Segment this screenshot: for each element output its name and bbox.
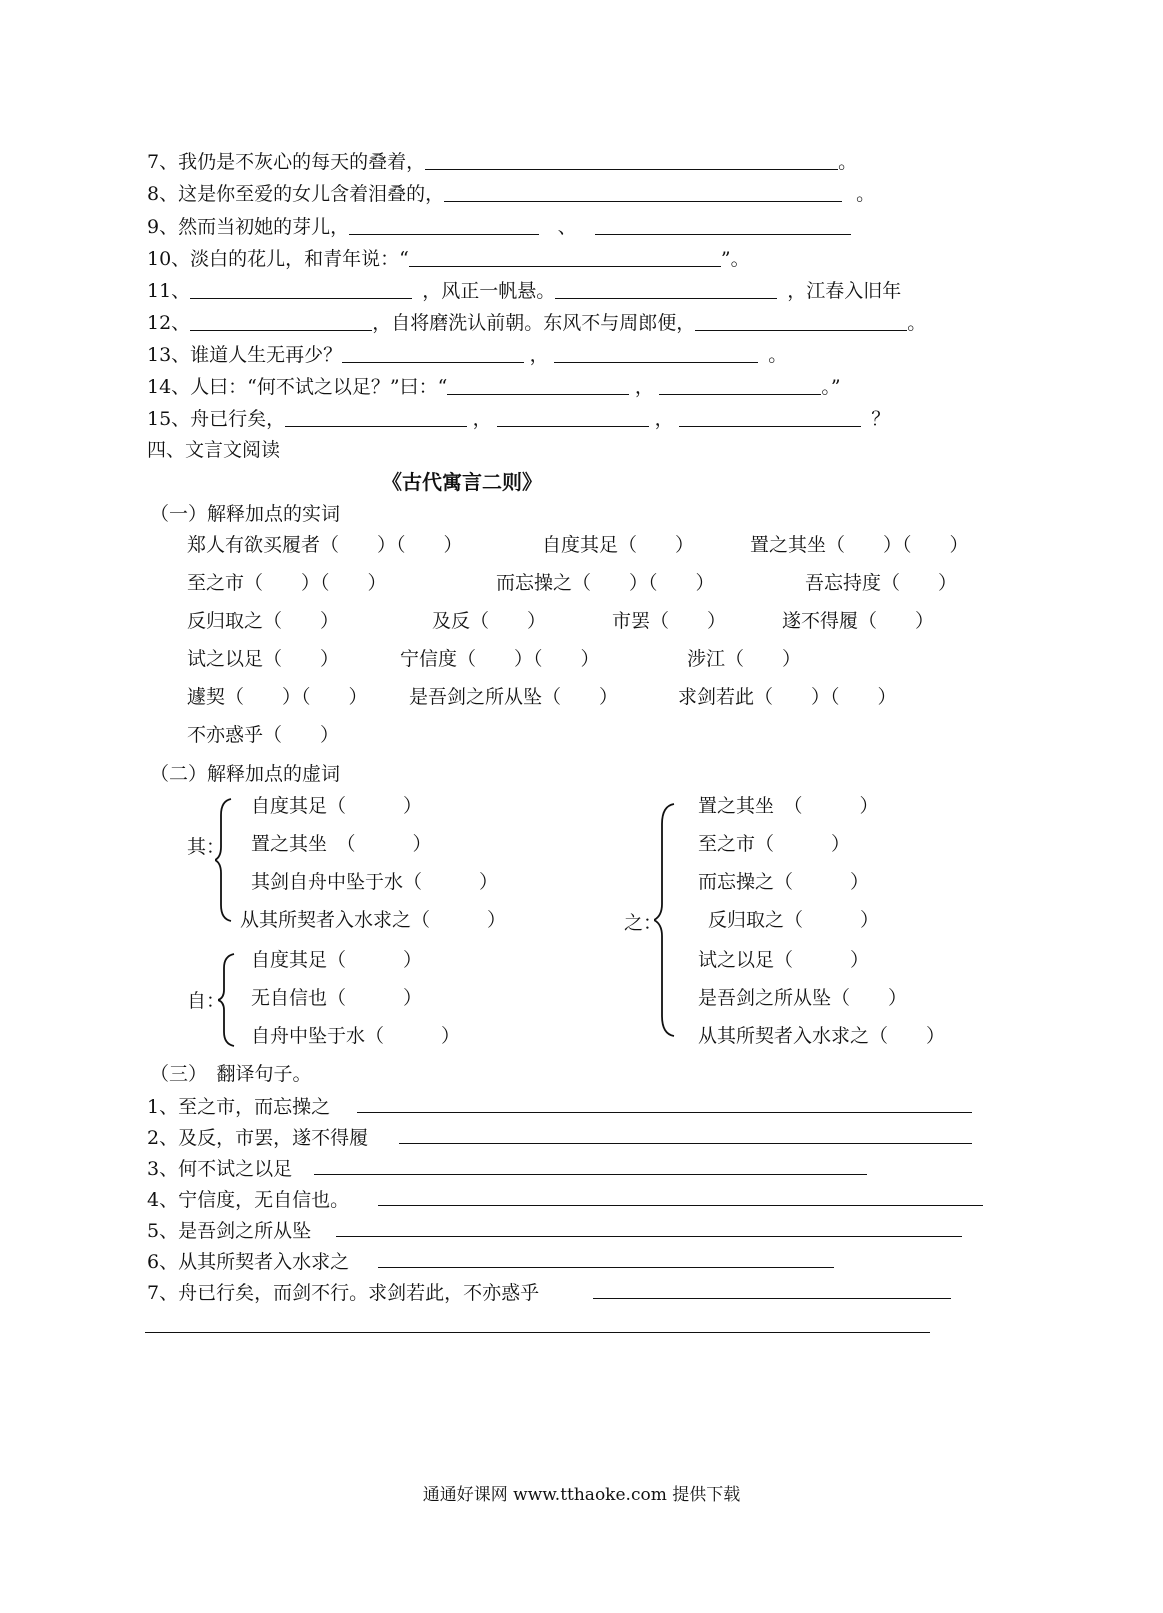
part1-item-text: 自度其足（ ） [542,534,695,556]
answer-line-5[interactable] [336,1236,962,1237]
translate-text: 7、舟已行矣，而剑不行。求剑若此，不亦惑乎 [147,1282,540,1304]
q14-blank-1[interactable] [447,376,629,395]
q15-suffix: ？ [871,408,891,430]
question-10 [147,247,750,271]
zhi-item [698,1024,945,1048]
question-11 [147,279,901,303]
part1-item [187,533,463,557]
qi-brace [215,795,235,925]
q13-suffix: 。 [768,344,788,366]
q15-blank-2[interactable] [497,408,649,427]
answer-line-7b[interactable] [145,1332,930,1333]
zi-item-text: 自度其足（ ） [251,949,423,971]
part1-item [187,647,339,671]
part1-item [750,533,969,557]
part1-item-text: 置之其坐（ ）（ ） [750,534,969,556]
part1-item [687,647,801,671]
question-14 [147,375,841,399]
translate-item-3 [147,1157,292,1181]
question-9 [147,215,851,239]
q15-blank-1[interactable] [285,408,467,427]
part1-item [409,685,618,709]
zhi-item [698,870,869,894]
q12-blank-2[interactable] [695,312,907,331]
zhi-label: 之： [624,912,663,934]
q9-blank-2[interactable] [595,216,851,235]
zi-item [251,1024,460,1048]
part1-item [187,723,339,747]
translate-item-7 [147,1281,539,1305]
part1-item [187,571,387,595]
part1-item [496,571,715,595]
q15-prefix: 15、舟已行矣， [147,408,286,430]
part1-item-text: 涉江（ ） [687,648,802,670]
zi-item-text: 无自信也（ ） [251,987,423,1009]
part1-item [432,609,546,633]
q12-mid: ，自将磨洗认前朝。东风不与周郎便， [372,312,696,334]
q7-prefix: 7、我仍是不灰心的每天的叠着， [147,151,426,173]
q15-sep-2: ， [654,408,674,430]
question-13 [147,343,787,367]
part1-item [678,685,897,709]
zi-label: 自： [187,990,226,1012]
q13-blank-2[interactable] [554,344,758,363]
answer-line-4[interactable] [378,1205,983,1206]
q10-prefix: 10、淡白的花儿，和青年说：“ [147,248,409,270]
q11-prefix: 11、 [147,280,191,302]
part1-item [542,533,694,557]
part1-item-text: 求剑若此（ ）（ ） [678,686,897,708]
question-8 [147,182,875,206]
zhi-item-text: 从其所契者入水求之（ ） [698,1025,946,1047]
q14-prefix: 14、人曰：“何不试之以足？”曰：“ [147,376,448,398]
part1-item-text: 不亦惑乎（ ） [187,724,340,746]
q8-blank[interactable] [444,183,842,202]
q13-prefix: 13、谁道人生无再少？ [147,344,343,366]
q12-blank-1[interactable] [190,312,372,331]
q9-prefix: 9、然而当初她的芽儿， [147,216,350,238]
q15-blank-3[interactable] [679,408,861,427]
q14-blank-2[interactable] [659,376,821,395]
q12-suffix: 。 [907,312,927,334]
translate-text: 2、及反，市罢，遂不得履 [147,1127,369,1149]
qi-item-text: 自度其足（ ） [251,795,423,817]
reading-title: 《古代寓言二则》 [382,470,542,494]
zhi-item [708,908,879,932]
translate-text: 5、是吾剑之所从坠 [147,1220,312,1242]
zhi-item-text: 而忘操之（ ） [698,871,870,893]
part1-item [782,609,934,633]
part1-item-text: 市罢（ ） [612,610,727,632]
part1-item [612,609,726,633]
part3-heading: （三） 翻译句子。 [150,1063,312,1085]
qi-label: 其： [187,836,226,858]
part1-item-text: 遂不得履（ ） [782,610,935,632]
translate-text: 3、何不试之以足 [147,1158,293,1180]
zhi-item-text: 试之以足（ ） [698,949,870,971]
qi-item [251,794,422,818]
q10-suffix: ”。 [720,248,750,270]
question-7 [147,150,857,174]
q7-suffix: 。 [838,151,858,173]
translate-item-6 [147,1250,349,1274]
part1-item-text: 吾忘持度（ ） [805,572,958,594]
part1-item-text: 试之以足（ ） [187,648,340,670]
qi-item [240,908,506,932]
qi-item-text: 置之其坐 （ ） [251,833,432,855]
zhi-item-text: 至之市（ ） [698,833,851,855]
translate-item-4 [147,1188,349,1212]
answer-line-7[interactable] [593,1298,951,1299]
part1-item-text: 及反（ ） [432,610,547,632]
section-heading: 四、文言文阅读 [147,439,281,461]
zhi-item [698,986,907,1010]
translate-item-5 [147,1219,311,1243]
zhi-item-text: 是吾剑之所从坠（ ） [698,987,908,1009]
q13-sep: ， [529,344,549,366]
zhi-item [698,794,879,818]
part1-item-text: 反归取之（ ） [187,610,340,632]
answer-line-2[interactable] [399,1143,972,1144]
zhi-item-text: 反归取之（ ） [708,909,880,931]
zi-brace [218,950,238,1050]
q12-prefix: 12、 [147,312,191,334]
part1-item-text: 至之市（ ）（ ） [187,572,387,594]
zi-item [251,948,422,972]
q14-suffix: 。” [821,376,841,398]
part1-item [187,609,339,633]
translate-text: 4、宁信度，无自信也。 [147,1189,350,1211]
translate-item-2 [147,1126,368,1150]
part1-item-text: 是吾剑之所从坠（ ） [409,686,619,708]
q11-mid: ，风正一帆悬。 [422,280,556,302]
part1-item [187,685,368,709]
q7-blank[interactable] [425,151,838,170]
qi-item [251,870,498,894]
qi-item [251,832,432,856]
q10-blank[interactable] [409,248,721,267]
answer-line-1[interactable] [357,1112,972,1113]
q11-blank-2[interactable] [555,280,777,299]
footer-credit: 通通好课网 www.tthaoke.com 提供下载 [422,1485,741,1505]
q15-sep-1: ， [472,408,492,430]
answer-line-3[interactable] [314,1174,867,1175]
zi-item [251,986,422,1010]
qi-item-text: 从其所契者入水求之（ ） [240,909,507,931]
zhi-item-text: 置之其坐 （ ） [698,795,879,817]
question-15 [147,407,890,431]
q9-sep: 、 [557,216,577,238]
zhi-brace [654,800,678,1040]
part1-item-text: 而忘操之（ ）（ ） [496,572,715,594]
part1-item-text: 郑人有欲买履者（ ）（ ） [187,534,463,556]
translate-item-1 [147,1095,330,1119]
q14-sep: ， [634,376,654,398]
q11-blank-1[interactable] [190,280,412,299]
part1-item-text: 遽契（ ）（ ） [187,686,368,708]
translate-text: 1、至之市，而忘操之 [147,1096,331,1118]
q9-blank-1[interactable] [349,216,539,235]
part1-heading: （一）解释加点的实词 [150,503,341,525]
translate-text: 6、从其所契者入水求之 [147,1251,350,1273]
q11-suffix: ，江春入旧年 [787,280,902,302]
q8-suffix: 。 [856,183,876,205]
zi-item-text: 自舟中坠于水（ ） [251,1025,461,1047]
part2-heading: （二）解释加点的虚词 [150,763,341,785]
q8-prefix: 8、这是你至爱的女儿含着泪叠的， [147,183,445,205]
question-12 [147,311,926,335]
zhi-item [698,948,869,972]
q13-blank-1[interactable] [342,344,524,363]
part1-item [400,647,600,671]
part1-item-text: 宁信度（ ）（ ） [400,648,600,670]
zhi-item [698,832,850,856]
part1-item [805,571,957,595]
qi-item-text: 其剑自舟中坠于水（ ） [251,871,499,893]
answer-line-6[interactable] [378,1267,834,1268]
